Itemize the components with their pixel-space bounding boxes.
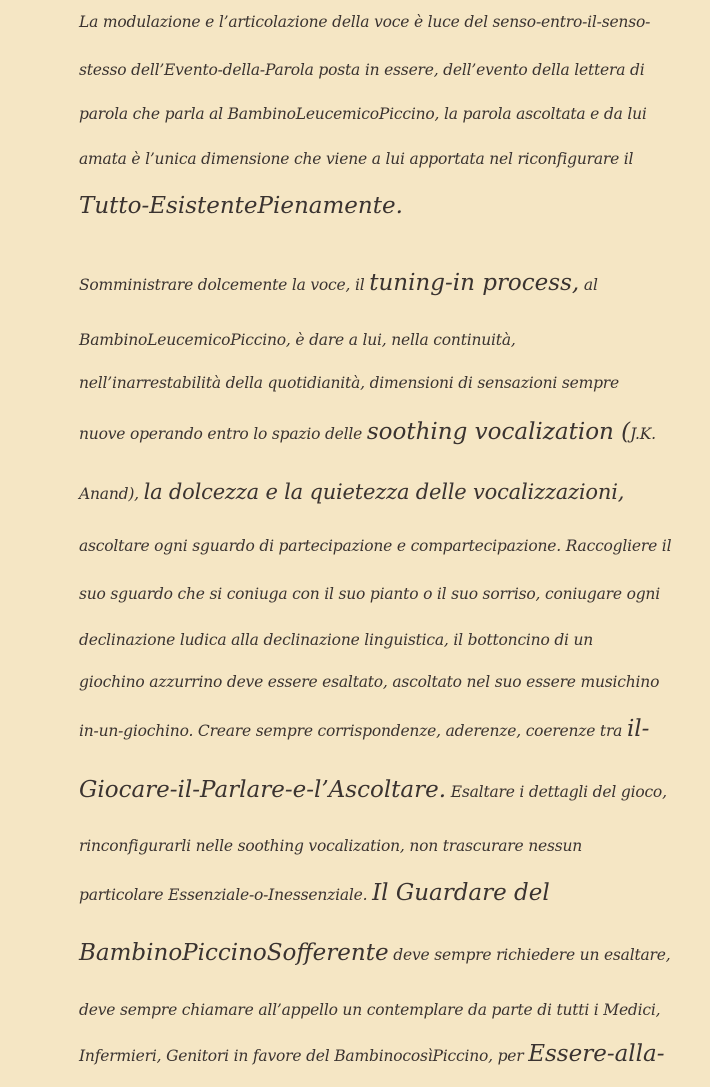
text-line	[79, 373, 619, 393]
text-segment: amata è l’unica dimensione che viene a lui apportata nel riconfigurare il	[79, 150, 634, 168]
text-line	[79, 270, 598, 296]
text-segment: Anand),	[79, 485, 144, 503]
text-segment: J.K.	[630, 425, 656, 443]
text-segment: rinconfigurarli nelle soothing vocalization, non trascurare nessun	[79, 837, 583, 855]
text-segment: BambinoLeucemicoPiccino, è dare a lui, nella continuità,	[79, 331, 516, 349]
text-segment: Infermieri, Genitori in favore del BambinocosìPiccino, per	[79, 1047, 529, 1065]
text-line	[79, 12, 650, 32]
text-line	[79, 1000, 660, 1020]
text-segment: stesso dell’Evento-della-Parola posta in essere, dell’evento della lettera di	[79, 61, 645, 79]
text-line	[79, 777, 667, 803]
text-line	[79, 419, 656, 445]
emphasized-text: Essere-alla-	[528, 1041, 665, 1067]
text-line	[79, 330, 516, 350]
text-segment: deve sempre chiamare all’appello un contemplare da parte di tutti i Medici,	[79, 1001, 661, 1019]
text-line	[79, 672, 659, 692]
text-line	[79, 60, 644, 80]
text-segment: ascoltare ogni sguardo di partecipazione e compartecipazione. Raccogliere il	[79, 537, 672, 555]
emphasized-text: Giocare-il-Parlare-e-l’Ascoltare.	[79, 777, 447, 803]
emphasized-text: la dolcezza e la quietezza delle vocalizzazioni,	[143, 480, 625, 504]
emphasized-text: BambinoPiccinoSofferente	[79, 940, 389, 966]
emphasized-text: Tutto-EsistentePienamente.	[79, 193, 403, 219]
text-segment: declinazione ludica alla declinazione linguistica, il bottoncino di un	[79, 631, 594, 649]
emphasized-text: il-	[626, 716, 650, 742]
text-segment: Somministrare dolcemente la voce, il	[79, 276, 370, 294]
emphasized-text: Il Guardare del	[372, 880, 550, 906]
text-line	[79, 1041, 665, 1067]
text-line	[79, 880, 550, 906]
text-segment: Esaltare i dettagli del gioco,	[446, 783, 667, 801]
text-line	[79, 536, 671, 556]
text-line	[79, 584, 660, 604]
text-line	[79, 104, 647, 124]
text-segment: La modulazione e l’articolazione della voce è luce del senso-entro-il-senso-	[79, 13, 651, 31]
text-segment: parola che parla al BambinoLeucemicoPiccino, la parola ascoltata e da lui	[79, 105, 647, 123]
emphasized-text: soothing vocalization (	[366, 419, 631, 445]
text-segment: in-un-giochino. Creare sempre corrispondenze, aderenze, coerenze tra	[79, 722, 627, 740]
text-segment: nuove operando entro lo spazio delle	[79, 425, 367, 443]
text-line	[79, 940, 671, 966]
text-line	[79, 193, 403, 219]
text-line	[79, 630, 593, 650]
text-segment: suo sguardo che si coniuga con il suo pianto o il suo sorriso, coniugare ogni	[79, 585, 660, 603]
text-line	[79, 149, 633, 169]
text-segment: particolare Essenziale-o-Inessenziale.	[79, 886, 373, 904]
emphasized-text: tuning-in process,	[369, 270, 580, 296]
text-line	[79, 836, 582, 856]
text-segment: giochino azzurrino deve essere esaltato, ascoltato nel suo essere musichino	[79, 673, 660, 691]
text-segment: al	[579, 276, 598, 294]
text-line	[79, 482, 624, 504]
text-segment: deve sempre richiedere un esaltare,	[388, 946, 671, 964]
text-segment: nell’inarrestabilità della quotidianità, dimensioni di sensazioni sempre	[79, 374, 619, 392]
text-line	[79, 716, 650, 742]
